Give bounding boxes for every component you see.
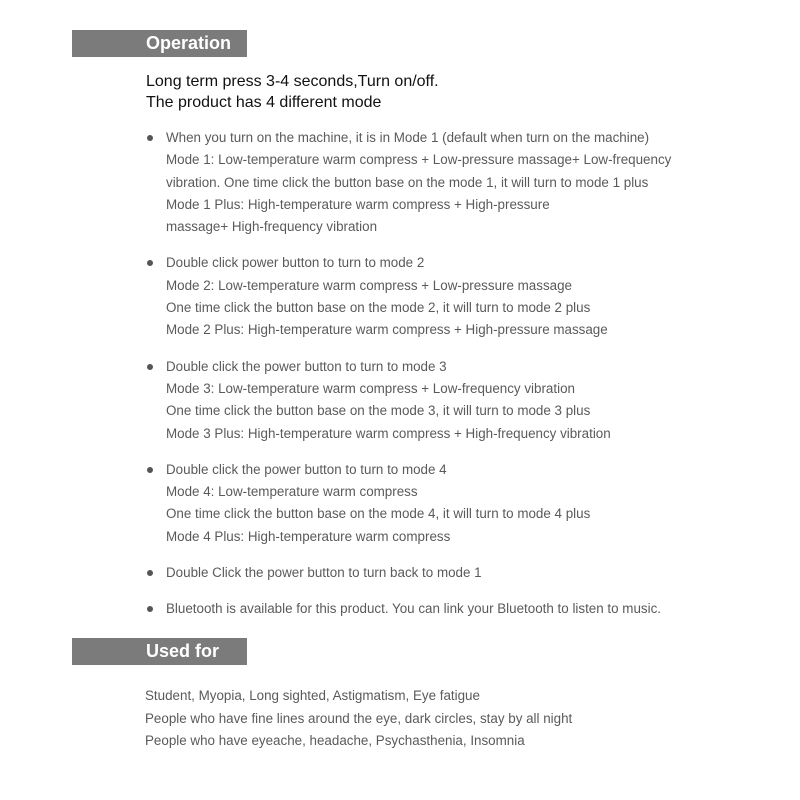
mode-text-line: Mode 3 Plus: High-temperature warm compress + High-frequency vibration	[166, 425, 611, 441]
mode-text-line: massage+ High-frequency vibration	[166, 219, 378, 235]
operation-mode-list	[146, 127, 786, 635]
mode-text-line: Bluetooth is available for this product. You can link your Bluetooth to listen to music.	[166, 601, 661, 617]
intro-line: The product has 4 different mode	[146, 94, 382, 111]
bullet-icon	[147, 570, 153, 576]
mode-text-line: Mode 2: Low-temperature warm compress + Low-pressure massage	[166, 277, 572, 293]
mode-text-line: Mode 4 Plus: High-temperature warm compress	[166, 528, 451, 544]
mode-list-item	[146, 562, 786, 584]
mode-text-line: Mode 4: Low-temperature warm compress	[166, 484, 418, 500]
used-for-list	[145, 685, 572, 753]
mode-text-line: One time click the button base on the mode 2, it will turn to mode 2 plus	[166, 300, 591, 316]
mode-text-line: Mode 1: Low-temperature warm compress + Low-pressure massage+ Low-frequency	[166, 152, 672, 168]
mode-text-line: Mode 3: Low-temperature warm compress + Low-frequency vibration	[166, 380, 575, 396]
intro-line: Long term press 3-4 seconds,Turn on/off.	[146, 73, 439, 90]
mode-text-line: Double click power button to turn to mode 2	[166, 255, 425, 271]
mode-list-item	[146, 356, 786, 445]
operation-intro	[146, 71, 439, 113]
mode-text-line: Double Click the power button to turn back to mode 1	[166, 565, 482, 581]
operation-section-header: Operation	[72, 30, 247, 57]
mode-text-line: Mode 1 Plus: High-temperature warm compress + High-pressure	[166, 196, 550, 212]
bullet-icon	[147, 260, 153, 266]
used-for-line: People who have fine lines around the eye, dark circles, stay by all night	[145, 710, 573, 726]
mode-text-line: When you turn on the machine, it is in Mode 1 (default when turn on the machine)	[166, 130, 650, 145]
mode-list-item	[146, 252, 786, 341]
used-for-line: People who have eyeache, headache, Psychasthenia, Insomnia	[145, 733, 525, 748]
used-for-section-header: Used for	[72, 638, 247, 665]
mode-text-line: Double click the power button to turn to mode 3	[166, 358, 447, 374]
mode-text-line: One time click the button base on the mode 4, it will turn to mode 4 plus	[166, 506, 591, 522]
mode-text-line: vibration. One time click the button base on the mode 1, it will turn to mode 1 plus	[166, 174, 649, 190]
bullet-icon	[147, 606, 153, 612]
bullet-icon	[147, 135, 153, 141]
bullet-icon	[147, 364, 153, 370]
mode-list-item	[146, 598, 786, 620]
mode-text-line: Mode 2 Plus: High-temperature warm compress + High-pressure massage	[166, 322, 608, 338]
mode-text-line: One time click the button base on the mode 3, it will turn to mode 3 plus	[166, 403, 591, 419]
bullet-icon	[147, 467, 153, 473]
used-for-line: Student, Myopia, Long sighted, Astigmatism, Eye fatigue	[145, 688, 480, 703]
mode-list-item	[146, 459, 786, 548]
mode-list-item	[146, 127, 786, 238]
mode-text-line: Double click the power button to turn to mode 4	[166, 461, 447, 477]
